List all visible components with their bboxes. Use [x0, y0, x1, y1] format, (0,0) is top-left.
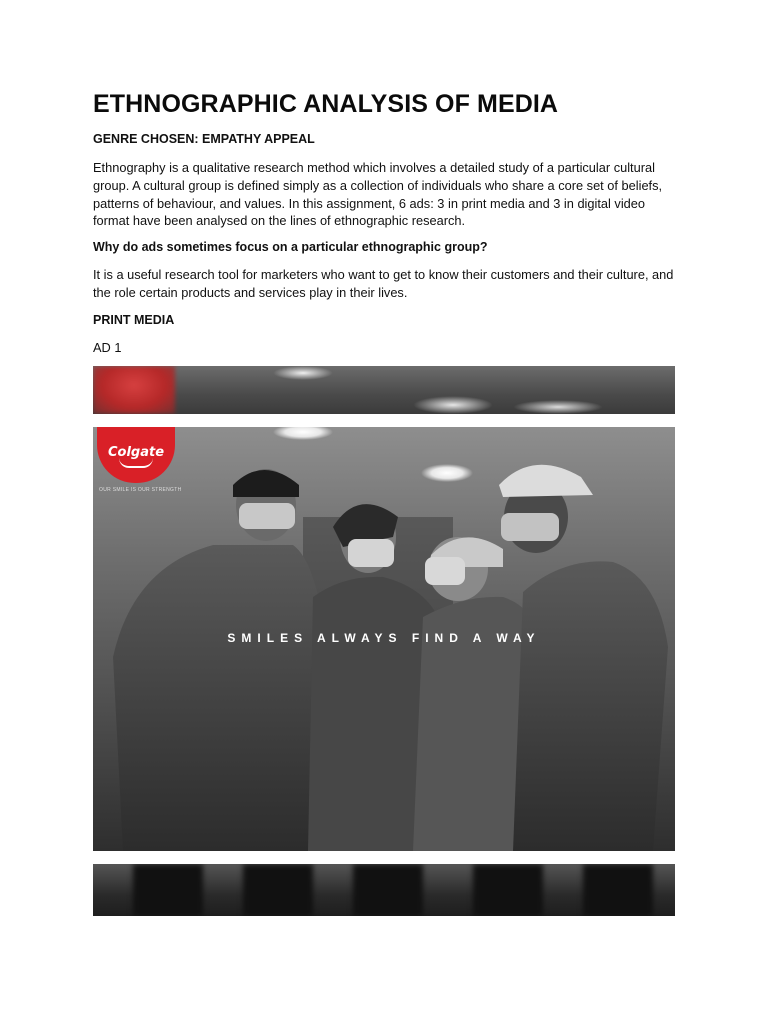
ad-headline: SMILES ALWAYS FIND A WAY — [227, 631, 541, 645]
blurred-shape — [473, 864, 543, 916]
ad-label: AD 1 — [93, 340, 122, 355]
blurred-image-strip-top — [93, 366, 675, 414]
blurred-shape — [243, 864, 313, 916]
blurred-shape — [353, 864, 423, 916]
ceiling-light — [273, 427, 333, 440]
ceiling-light — [421, 464, 473, 482]
brand-name: Colgate — [107, 444, 165, 460]
blurred-image-strip-bottom — [93, 864, 675, 916]
person-surgeon-1 — [113, 469, 334, 851]
intro-paragraph: Ethnography is a qualitative research method which involves a detailed study of a particular cultural group. A cultural group is defined simply as a collection of individuals who share a core set of beliefs, patterns of behaviour, and values. In this assignment, 6 ads: 3 in print media and 3 in digital video format have been analysed on the lines of ethnographic research. — [93, 160, 663, 229]
ad-photo — [93, 427, 675, 851]
section-heading-print-media: PRINT MEDIA — [93, 313, 175, 327]
blurred-shape — [583, 864, 653, 916]
brand-tagline: OUR SMILE IS OUR STRENGTH — [99, 487, 182, 493]
blurred-light — [413, 396, 493, 414]
document-title: ETHNOGRAPHIC ANALYSIS OF MEDIA — [93, 90, 559, 118]
blurred-light — [273, 366, 333, 380]
blurred-shape — [133, 864, 203, 916]
genre-heading: GENRE CHOSEN: EMPATHY APPEAL — [93, 132, 315, 146]
smile-icon — [119, 458, 153, 468]
person-surgeon-4 — [499, 465, 668, 851]
answer-paragraph: It is a useful research tool for marketers who want to get to know their customers and their culture, and the role certain products and services play in their lives. — [93, 267, 674, 300]
blurred-logo — [93, 366, 175, 414]
question-heading: Why do ads sometimes focus on a particular ethnographic group? — [93, 240, 488, 254]
blurred-light — [513, 400, 603, 414]
